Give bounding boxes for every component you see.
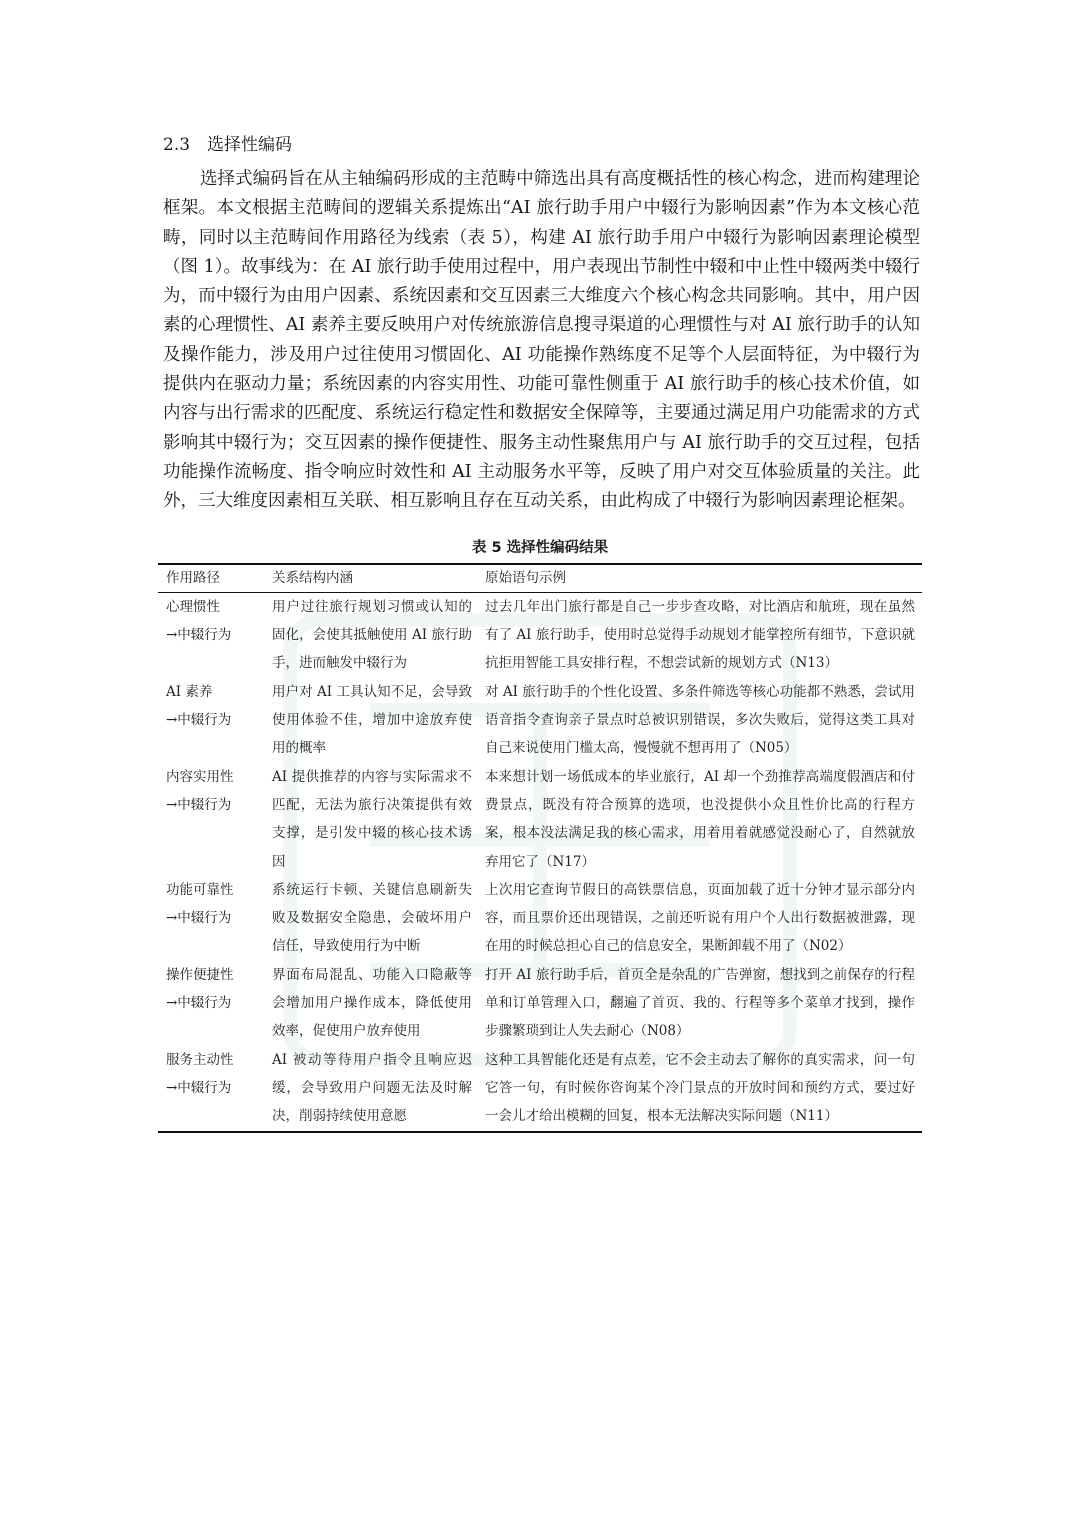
table-cell-path: AI 素养 →中辍行为: [166, 684, 232, 729]
body-paragraph: 选择式编码旨在从主轴编码形成的主范畴中筛选出具有高度概括性的核心构念，进而构建理论框架。本文根据主范畴间的逻辑关系提炼出“AI 旅行助手用户中辍行为影响因素”作为本文核心范畴，同时以主范畴间作用路径为线索（表 5），构建 AI 旅行助手用户中辍行为影响因素理论模型（图 1）。故事线为：在 AI 旅行助手使用过程中，用户表现出节制性中辍和中止性中辍两类中辍行为，而中辍行为由用户因素、系统因素和交互因素三大维度六个核心构念共同影响。其中，用户因素的心理惯性、AI 素养主要反映用户对传统旅游信息搜寻渠道的心理惯性与对 AI 旅行助手的认知及操作能力，涉及用户过往使用习惯固化、AI 功能操作熟练度不足等个人层面特征，为中辍行为提供内在驱动力量；系统因素的内容实用性、功能可靠性侧重于 AI 旅行助手的核心技术价值，如内容与出行需求的匹配度、系统运行稳定性和数据安全保障等，主要通过满足用户功能需求的方式影响其中辍行为；交互因素的操作便捷性、服务主动性聚焦用户与 AI 旅行助手的交互过程，包括功能操作流畅度、指令响应时效性和 AI 主动服务水平等，反映了用户对交互体验质量的关注。此外，三大维度因素相互关联、相互影响且存在互动关系，由此构成了中辍行为影响因素理论框架。: [163, 169, 920, 512]
table-cell-meaning: 系统运行卡顿、关键信息刷新失败及数据安全隐患，会破坏用户信任，导致使用行为中断: [272, 882, 472, 955]
table-header-meaning: 关系结构内涵: [272, 570, 353, 586]
table-cell-example: 这种工具智能化还是有点差，它不会主动去了解你的真实需求，问一句它答一句，有时候你咨询某个冷门景点的开放时间和预约方式，要过好一会儿才给出模糊的回复，根本无法解决实际问题（N11）: [485, 1052, 915, 1125]
table-bottom-rule: [158, 1131, 922, 1133]
section-heading: [163, 133, 292, 157]
table-cell-example: 本来想计划一场低成本的毕业旅行，AI 却一个劲推荐高端度假酒店和付费景点，既没有符合预算的选项，也没提供小众且性价比高的行程方案，根本没法满足我的核心需求，用着用着就感觉没耐心了，自然就放弃用它了（N17）: [485, 769, 915, 870]
table-cell-path: 操作便捷性 →中辍行为: [166, 967, 234, 1012]
section-number: 2.3: [163, 135, 191, 155]
table-cell-meaning: AI 提供推荐的内容与实际需求不匹配，无法为旅行决策提供有效支撑，是引发中辍的核心技术诱因: [272, 769, 472, 870]
table-cell-path: 内容实用性 →中辍行为: [166, 769, 234, 814]
table-cell-meaning: AI 被动等待用户指令且响应迟缓，会导致用户问题无法及时解决，削弱持续使用意愿: [272, 1052, 472, 1125]
table-top-rule: [158, 563, 922, 565]
table-cell-meaning: 用户对 AI 工具认知不足，会导致使用体验不佳，增加中途放弃使用的概率: [272, 684, 472, 757]
section-title: 选择性编码: [207, 135, 292, 155]
table-header-example: 原始语句示例: [485, 570, 566, 586]
table-cell-path: 功能可靠性 →中辍行为: [166, 882, 234, 927]
table-cell-example: 打开 AI 旅行助手后，首页全是杂乱的广告弹窗，想找到之前保存的行程单和订单管理入口，翻遍了首页、我的、行程等多个菜单才找到，操作步骤繁琐到让人失去耐心（N08）: [485, 967, 915, 1040]
table-cell-example: 上次用它查询节假日的高铁票信息，页面加载了近十分钟才显示部分内容，而且票价还出现错误，之前还听说有用户个人出行数据被泄露，现在用的时候总担心自己的信息安全，果断卸载不用了（N02）: [485, 882, 915, 955]
table-cell-meaning: 用户过往旅行规划习惯或认知的固化，会使其抵触使用 AI 旅行助手，进而触发中辍行为: [272, 599, 472, 672]
table-cell-path: 服务主动性 →中辍行为: [166, 1052, 234, 1097]
table-cell-meaning: 界面布局混乱、功能入口隐蔽等会增加用户操作成本，降低使用效率，促使用户放弃使用: [272, 967, 472, 1040]
table-cell-example: 对 AI 旅行助手的个性化设置、多条件筛选等核心功能都不熟悉，尝试用语音指令查询亲子景点时总被识别错误，多次失败后，觉得这类工具对自己来说使用门槛太高，慢慢就不想再用了（N05）: [485, 684, 915, 757]
table-caption: 表 5 选择性编码结果: [471, 540, 609, 556]
table-cell-example: 过去几年出门旅行都是自己一步步查攻略，对比酒店和航班，现在虽然有了 AI 旅行助手，使用时总觉得手动规划才能掌控所有细节，下意识就抗拒用智能工具安排行程，不想尝试新的规划方式（N13）: [485, 599, 915, 672]
table-header-path: 作用路径: [166, 570, 220, 586]
table-cell-path: 心理惯性 →中辍行为: [166, 599, 232, 644]
